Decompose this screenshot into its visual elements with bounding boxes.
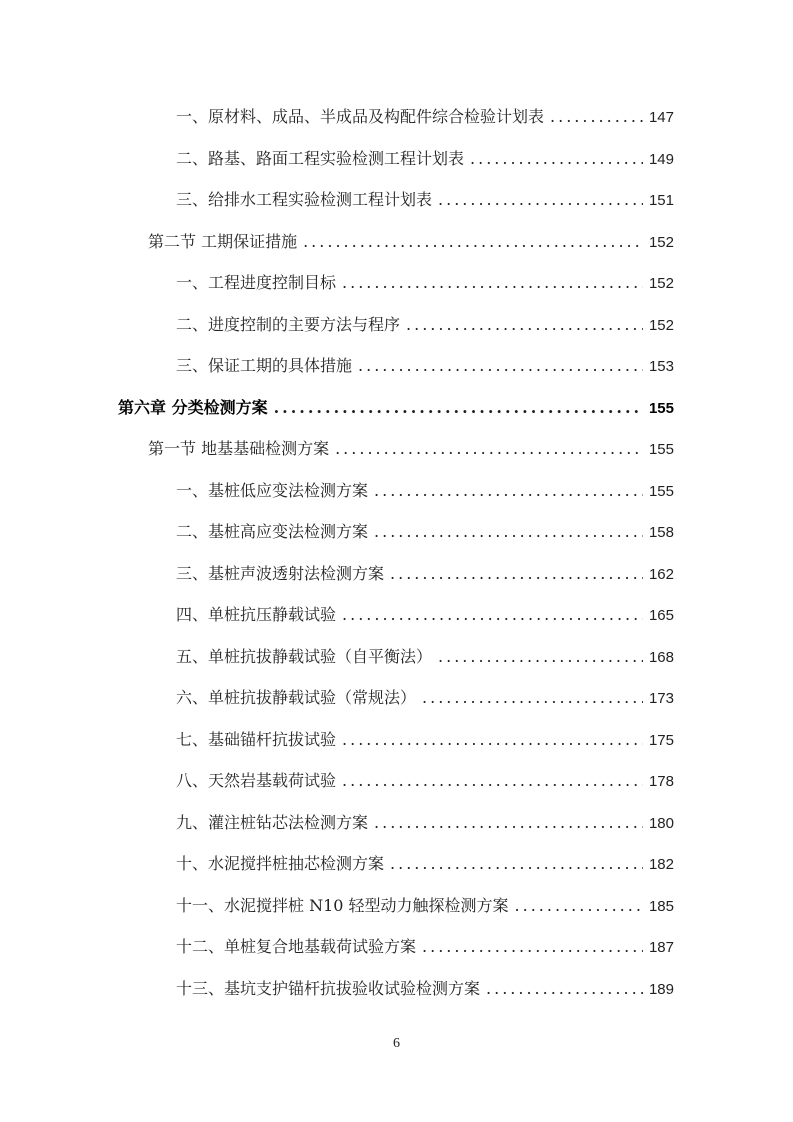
toc-entry[interactable] (0, 96, 793, 138)
toc-entry-title: 三、基桩声波透射法检测方案 (176, 563, 385, 583)
toc-entry-page: 187 (648, 939, 674, 956)
toc-entry[interactable] (0, 636, 793, 678)
toc-entry-title: 十三、基坑支护锚杆抗拔验收试验检测方案 (176, 978, 481, 998)
toc-entry-page: 147 (648, 109, 674, 126)
toc-entry[interactable] (0, 843, 793, 885)
dot-leader (374, 470, 643, 512)
toc-entry-title: 七、基础锚杆抗拔试验 (176, 729, 337, 749)
toc-entry[interactable] (0, 470, 793, 512)
toc-entry-page: 152 (648, 275, 674, 292)
toc-entry[interactable] (0, 594, 793, 636)
dot-leader (374, 511, 643, 553)
toc-section-entry[interactable] (0, 221, 793, 263)
toc-entry-title: 十一、水泥搅拌桩 N10 轻型动力触探检测方案 (176, 895, 509, 915)
toc-entry-title: 十、水泥搅拌桩抽芯检测方案 (176, 854, 385, 873)
toc-entry-title: 二、基桩高应变法检测方案 (176, 522, 369, 541)
toc-entry-title: 第二节 工期保证措施 (148, 231, 298, 251)
toc-entry-page: 182 (648, 856, 674, 873)
toc-entry-page: 175 (648, 731, 674, 749)
toc-entry-title: 三、给排水工程实验检测工程计划表 (176, 190, 433, 209)
dot-leader (342, 760, 643, 802)
dot-leader (342, 594, 643, 636)
toc-entry-title: 三、保证工期的具体措施 (176, 356, 353, 375)
table-of-contents (0, 96, 793, 1009)
dot-leader (303, 221, 643, 263)
toc-entry-title: 九、灌注桩钻芯法检测方案 (176, 812, 369, 832)
toc-entry-title: 四、单桩抗压静载试验 (176, 605, 337, 624)
toc-entry-title: 八、天然岩基载荷试验 (176, 771, 337, 790)
toc-entry[interactable] (0, 719, 793, 761)
toc-entry-title: 五、单桩抗拔静载试验（自平衡法） (176, 646, 433, 666)
dot-leader (422, 926, 643, 968)
toc-entry-page: 153 (648, 358, 674, 375)
toc-entry[interactable] (0, 553, 793, 595)
toc-entry-title: 一、工程进度控制目标 (176, 273, 337, 292)
dot-leader (358, 345, 643, 387)
toc-entry[interactable] (0, 968, 793, 1010)
toc-entry[interactable] (0, 345, 793, 387)
toc-entry-page: 152 (648, 316, 674, 334)
dot-leader (438, 179, 643, 221)
toc-entry[interactable] (0, 511, 793, 553)
dot-leader (335, 428, 643, 470)
toc-entry-page: 151 (648, 192, 674, 209)
dot-leader (390, 553, 643, 595)
toc-entry-page: 185 (648, 897, 674, 915)
toc-entry-page: 165 (648, 607, 674, 624)
toc-entry[interactable] (0, 179, 793, 221)
toc-entry[interactable] (0, 802, 793, 844)
dot-leader (390, 843, 643, 885)
dot-leader (486, 968, 643, 1010)
toc-entry-title: 第一节 地基基础检测方案 (148, 439, 330, 458)
dot-leader (550, 96, 643, 138)
toc-entry-title: 一、基桩低应变法检测方案 (176, 480, 369, 500)
toc-entry[interactable] (0, 138, 793, 180)
dot-leader (406, 304, 643, 346)
toc-entry-page: 180 (648, 814, 674, 832)
toc-entry[interactable] (0, 262, 793, 304)
toc-entry-page: 189 (648, 980, 674, 998)
toc-entry-page: 155 (648, 399, 674, 417)
toc-chapter-entry[interactable] (0, 387, 793, 429)
toc-entry-page: 173 (648, 690, 674, 707)
toc-entry[interactable] (0, 304, 793, 346)
toc-entry-page: 155 (648, 441, 674, 458)
dot-leader (515, 885, 643, 927)
toc-entry[interactable] (0, 926, 793, 968)
toc-entry[interactable] (0, 760, 793, 802)
page-number: 6 (393, 1036, 400, 1051)
dot-leader (342, 719, 643, 761)
toc-section-entry[interactable] (0, 428, 793, 470)
toc-entry-page: 158 (648, 524, 674, 541)
toc-entry-title: 二、路基、路面工程实验检测工程计划表 (176, 148, 465, 168)
toc-entry-title: 一、原材料、成品、半成品及构配件综合检验计划表 (176, 107, 545, 126)
toc-entry[interactable] (0, 885, 793, 927)
toc-entry-title: 十二、单桩复合地基载荷试验方案 (176, 937, 417, 956)
dot-leader (438, 636, 643, 678)
dot-leader (342, 262, 643, 304)
toc-entry-page: 162 (648, 565, 674, 583)
dot-leader (422, 677, 643, 719)
toc-entry-page: 168 (648, 648, 674, 666)
dot-leader (374, 802, 643, 844)
toc-entry-title: 六、单桩抗拔静载试验（常规法） (176, 688, 417, 707)
toc-entry-page: 152 (648, 233, 674, 251)
dot-leader (274, 387, 643, 429)
toc-entry-title: 二、进度控制的主要方法与程序 (176, 314, 401, 334)
toc-entry[interactable] (0, 677, 793, 719)
dot-leader (470, 138, 643, 180)
toc-entry-page: 155 (648, 482, 674, 500)
toc-entry-title: 第六章 分类检测方案 (118, 397, 268, 417)
toc-entry-page: 178 (648, 773, 674, 790)
toc-entry-page: 149 (648, 150, 674, 168)
